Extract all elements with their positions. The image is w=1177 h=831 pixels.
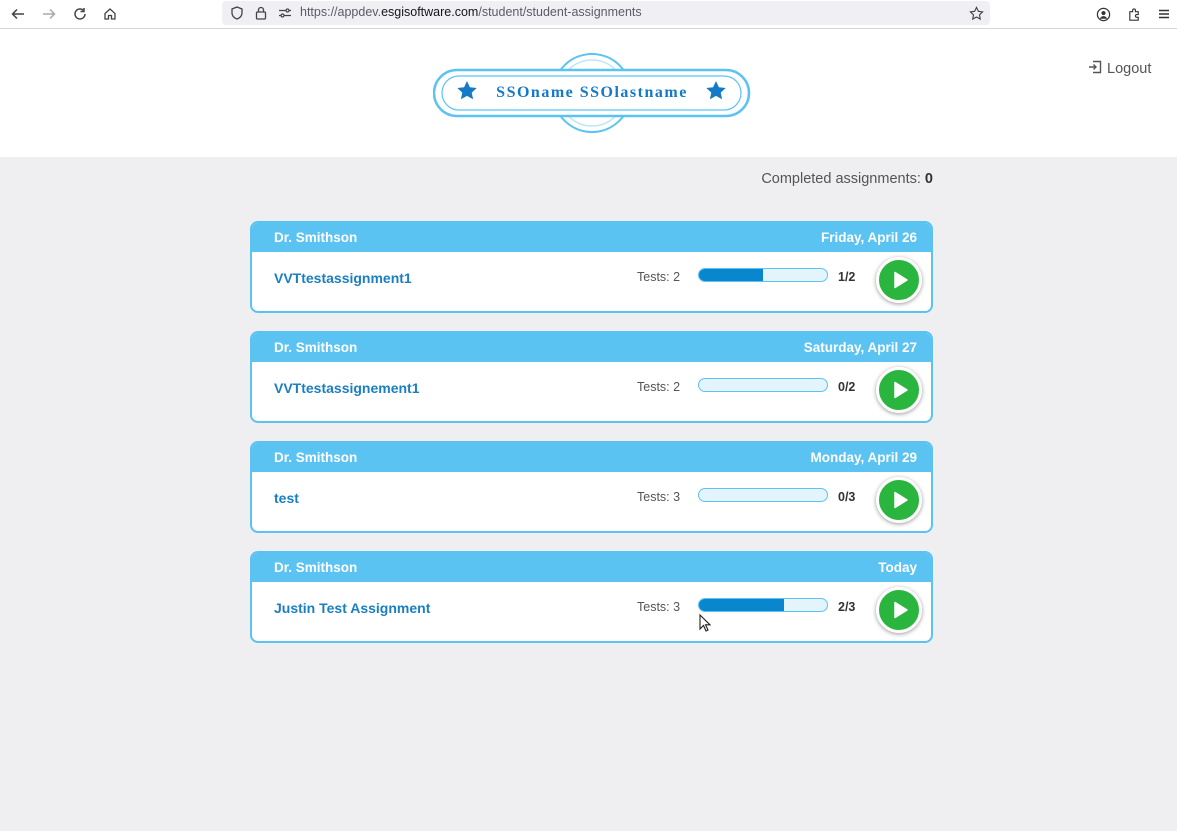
play-icon bbox=[893, 271, 909, 289]
card-header bbox=[252, 223, 931, 252]
reload-icon[interactable] bbox=[70, 4, 90, 24]
assignment-card bbox=[250, 221, 933, 313]
teacher-name: Dr. Smithson bbox=[274, 560, 358, 575]
extensions-icon[interactable] bbox=[1124, 4, 1144, 24]
completed-label: Completed assignments: bbox=[761, 171, 921, 187]
due-date: Monday, April 29 bbox=[810, 450, 917, 465]
completed-assignments bbox=[761, 171, 933, 187]
play-button[interactable] bbox=[876, 477, 922, 523]
student-name: SSOname SSOlastname bbox=[496, 84, 688, 101]
url-bar[interactable] bbox=[222, 1, 990, 25]
progress-ratio: 2/3 bbox=[838, 600, 856, 614]
logout-icon bbox=[1088, 60, 1102, 78]
progress-bar bbox=[698, 378, 828, 392]
forward-icon[interactable] bbox=[39, 4, 59, 24]
shield-icon[interactable] bbox=[228, 4, 246, 22]
account-icon[interactable] bbox=[1093, 4, 1113, 24]
progress-ratio: 1/2 bbox=[838, 270, 856, 284]
card-header bbox=[252, 553, 931, 582]
mouse-cursor-icon bbox=[699, 614, 711, 637]
progress-fill bbox=[699, 269, 763, 281]
play-button[interactable] bbox=[876, 367, 922, 413]
assignment-title[interactable]: test bbox=[274, 490, 299, 506]
completed-count: 0 bbox=[924, 171, 933, 187]
menu-icon[interactable] bbox=[1154, 4, 1174, 24]
student-name-badge bbox=[433, 52, 751, 134]
due-date: Friday, April 26 bbox=[820, 230, 917, 245]
assignment-card bbox=[250, 551, 933, 643]
teacher-name: Dr. Smithson bbox=[274, 340, 358, 355]
permissions-icon[interactable] bbox=[276, 4, 294, 22]
assignment-title[interactable]: VVTtestassignment1 bbox=[274, 270, 412, 286]
play-icon bbox=[893, 491, 909, 509]
tests-count: Tests: 2 bbox=[637, 270, 681, 284]
progress-bar bbox=[698, 268, 828, 282]
progress-bar bbox=[698, 598, 828, 612]
lock-icon[interactable] bbox=[252, 4, 270, 22]
home-icon[interactable] bbox=[100, 4, 120, 24]
assignment-card bbox=[250, 441, 933, 533]
card-header bbox=[252, 333, 931, 362]
assignment-title[interactable]: VVTtestassignement1 bbox=[274, 380, 420, 396]
play-icon bbox=[893, 601, 909, 619]
logout-button[interactable] bbox=[1088, 60, 1151, 78]
tests-count: Tests: 2 bbox=[637, 380, 681, 394]
bookmark-star-icon[interactable] bbox=[967, 4, 985, 22]
play-button[interactable] bbox=[876, 587, 922, 633]
logout-label: Logout bbox=[1107, 61, 1152, 77]
play-icon bbox=[893, 381, 909, 399]
site-header bbox=[0, 29, 1177, 157]
play-button[interactable] bbox=[876, 257, 922, 303]
due-date: Today bbox=[878, 560, 917, 575]
card-header bbox=[252, 443, 931, 472]
progress-fill bbox=[699, 599, 784, 611]
progress-ratio: 0/2 bbox=[838, 380, 856, 394]
tests-count: Tests: 3 bbox=[637, 490, 681, 504]
url-text: https://appdev.esgisoftware.com/student/student-assignments bbox=[300, 5, 642, 19]
back-icon[interactable] bbox=[8, 4, 28, 24]
assignment-card bbox=[250, 331, 933, 423]
tests-count: Tests: 3 bbox=[637, 600, 681, 614]
browser-toolbar bbox=[0, 0, 1177, 29]
progress-bar bbox=[698, 488, 828, 502]
due-date: Saturday, April 27 bbox=[803, 340, 917, 355]
progress-ratio: 0/3 bbox=[838, 490, 856, 504]
teacher-name: Dr. Smithson bbox=[274, 230, 358, 245]
assignment-title[interactable]: Justin Test Assignment bbox=[274, 600, 431, 616]
teacher-name: Dr. Smithson bbox=[274, 450, 358, 465]
